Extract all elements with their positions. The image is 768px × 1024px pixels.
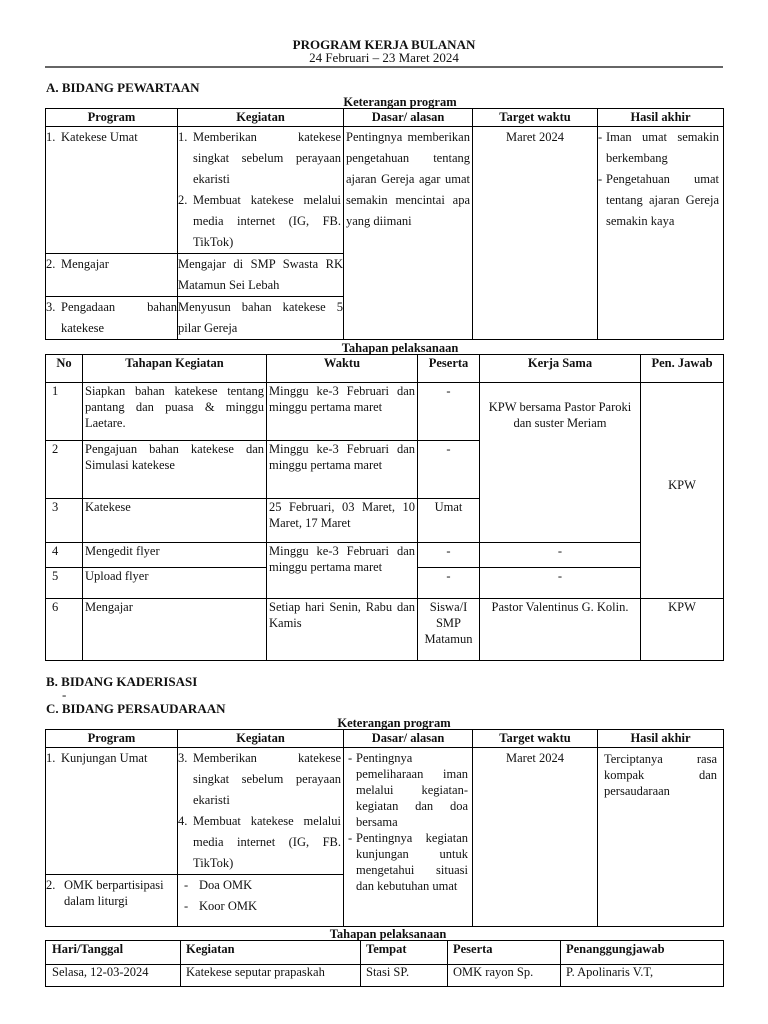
col-header: Tahapan Kegiatan — [83, 355, 267, 383]
table-row: 3 Katekese 25 Februari, 03 Maret, 10 Maret, 17 Maret Umat — [46, 499, 724, 543]
col-header: Dasar/ alasan — [344, 109, 473, 127]
reason-cell — [344, 748, 473, 927]
section-c-exec-table — [45, 940, 724, 987]
list-item: 4. Membuat katekese melalui media internet (IG, FB. TikTok) — [178, 814, 341, 870]
activity-cell — [178, 875, 344, 927]
partner-cell: KPW bersama Pastor Paroki dan suster Meriam — [480, 383, 641, 543]
col-header: Penanggungjawab — [561, 941, 724, 965]
list-item: - Doa OMK — [184, 878, 253, 892]
program-number: 1. — [46, 130, 56, 144]
program-name: OMK berpartisipasi dalam liturgi — [64, 878, 164, 908]
program-name: Katekese Umat — [61, 130, 138, 144]
section-a-program-table — [45, 108, 724, 340]
section-b-content: - — [62, 687, 67, 702]
table-row: 2 Pengajuan bahan katekese dan Simulasi katekese Minggu ke-3 Februari dan minggu pertama maret - — [46, 441, 724, 499]
program-cell: 1. Kunjungan Umat — [46, 748, 178, 875]
col-header: Hari/Tanggal — [46, 941, 181, 965]
section-a-exec-table — [45, 354, 724, 661]
section-a-program-caption: Keterangan program — [343, 95, 457, 109]
list-item: - Pentingnya pemeliharaan iman melalui kegiatan-kegiatan dan doa bersama — [348, 751, 468, 829]
doc-period: 24 Februari – 23 Maret 2024 — [309, 50, 459, 65]
program-name: Pengadaan bahan katekese — [61, 300, 177, 335]
section-c-exec-caption: Tahapan pelaksanaan — [329, 927, 447, 941]
col-header: Kegiatan — [181, 941, 361, 965]
col-header: Peserta — [418, 355, 480, 383]
list-item: 2. Membuat katekese melalui media internet (IG, FB. TikTok) — [178, 193, 341, 249]
table-row: 5 Upload flyer - - — [46, 568, 724, 599]
reason-cell: Pentingnya memberikan pengetahuan tentang ajaran Gereja agar umat semakin mencintai apa yang diimani — [344, 127, 473, 340]
activity-cell: Menyusun bahan katekese 5 pilar Gereja — [178, 297, 344, 340]
col-header: Tempat — [361, 941, 448, 965]
program-cell: 3. Pengadaan bahan katekese — [46, 297, 178, 340]
section-a-heading: A. BIDANG PEWARTAAN — [46, 80, 200, 95]
result-cell — [598, 127, 724, 340]
program-name: Kunjungan Umat — [61, 751, 148, 765]
list-item: - Iman umat semakin berkembang — [598, 130, 719, 165]
col-header: No — [46, 355, 83, 383]
col-header: Dasar/ alasan — [344, 730, 473, 748]
target-cell: Maret 2024 — [473, 127, 598, 340]
section-c-program-caption: Keterangan program — [337, 716, 451, 730]
target-cell: Maret 2024 — [473, 748, 598, 927]
activity-cell: Mengajar di SMP Swasta RK Matamun Sei Lebah — [178, 254, 344, 297]
header-divider — [45, 66, 723, 68]
program-name: Mengajar — [61, 257, 109, 271]
table-row: 6 Mengajar Setiap hari Senin, Rabu dan Kamis Siswa/I SMP Matamun Pastor Valentinus G. Kolin. KPW — [46, 599, 724, 661]
result-cell: Terciptanya rasa kompak dan persaudaraan — [598, 748, 724, 927]
col-header: Pen. Jawab — [641, 355, 724, 383]
section-c-heading: C. BIDANG PERSAUDARAAN — [46, 701, 226, 716]
list-item: 1. Memberikan katekese singkat sebelum perayaan ekaristi — [178, 130, 341, 186]
list-item: - Pengetahuan umat tentang ajaran Gereja semakin kaya — [598, 172, 719, 228]
section-a-exec-caption: Tahapan pelaksanaan — [341, 341, 459, 355]
section-b-heading: B. BIDANG KADERISASI — [46, 674, 198, 689]
col-header: Target waktu — [473, 109, 598, 127]
table-row: Selasa, 12-03-2024 Katekese seputar prapaskah Stasi SP. OMK rayon Sp. P. Apolinaris V.T, — [46, 965, 724, 987]
list-item: - Koor OMK — [184, 899, 257, 913]
col-header: Peserta — [448, 941, 561, 965]
section-c-program-table — [45, 729, 724, 927]
col-header: Kerja Sama — [480, 355, 641, 383]
program-cell: 2. Mengajar — [46, 254, 178, 297]
list-item: - Pentingnya kegiatan kunjungan untuk mengetahui situasi dan kebutuhan umat — [348, 831, 468, 893]
program-cell — [46, 127, 178, 254]
col-header: Kegiatan — [178, 109, 344, 127]
table-row: 1 Siapkan bahan katekese tentang pantang dan puasa & minggu Laetare. Minggu ke-3 Februari dan minggu pertama maret - KPW bersama Pastor Paroki dan suster Meriam KPW — [46, 383, 724, 441]
col-header: Hasil akhir — [598, 109, 724, 127]
col-header: Target waktu — [473, 730, 598, 748]
col-header: Waktu — [267, 355, 418, 383]
col-header: Kegiatan — [178, 730, 344, 748]
activity-cell — [178, 127, 344, 254]
table-row: 4 Mengedit flyer Minggu ke-3 Februari dan minggu pertama maret - - — [46, 543, 724, 568]
list-item: 3. Memberikan katekese singkat sebelum perayaan ekaristi — [178, 751, 341, 807]
col-header: Hasil akhir — [598, 730, 724, 748]
pic-cell: KPW — [641, 383, 724, 599]
col-header: Program — [46, 109, 178, 127]
doc-title: PROGRAM KERJA BULANAN — [292, 37, 476, 52]
program-cell: 2. OMK berpartisipasi dalam liturgi — [46, 875, 178, 927]
col-header: Program — [46, 730, 178, 748]
activity-cell — [178, 748, 344, 875]
